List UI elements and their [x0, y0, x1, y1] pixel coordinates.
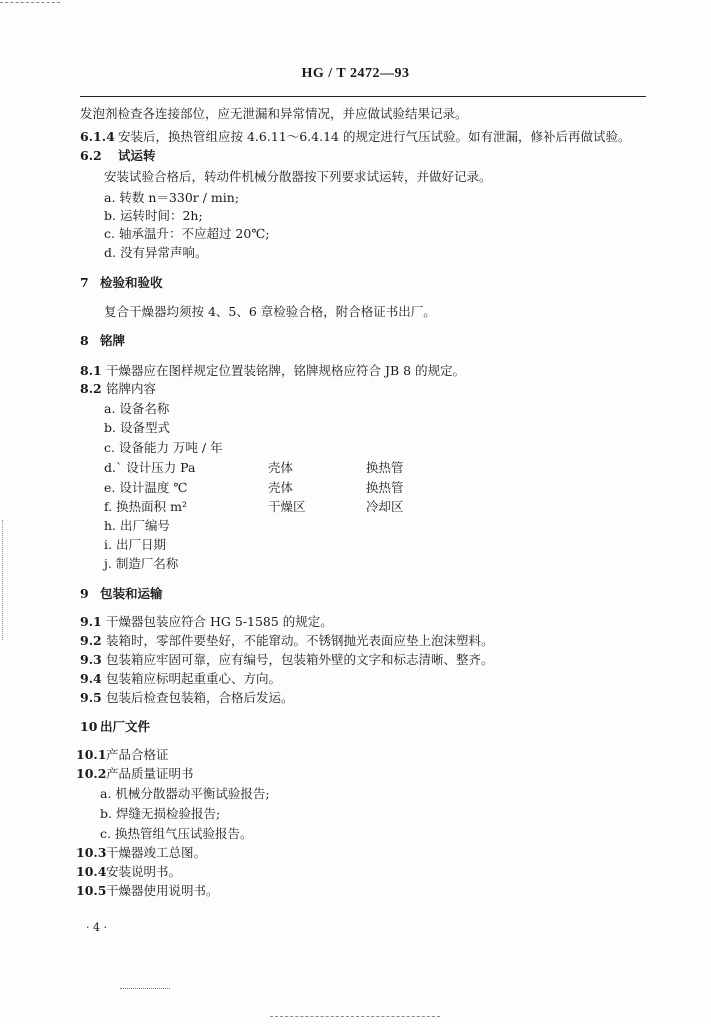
- page-header-code: HG / T 2472—93: [301, 66, 410, 81]
- clause-9-1: [80, 614, 333, 630]
- clause-number: 8.1: [80, 363, 102, 378]
- nameplate-item: a. 设备名称: [104, 401, 170, 416]
- clause-9-5: [80, 690, 294, 706]
- clause-text: 产品质量证明书: [106, 766, 194, 781]
- list-item: b. 运转时间：2h;: [104, 208, 203, 223]
- section-8-heading: [80, 333, 125, 349]
- nameplate-item: b. 设备型式: [104, 420, 170, 435]
- section-7-text: 复合干燥器均须按 4、5、6 章检验合格，附合格证书出厂。: [104, 304, 436, 319]
- clause-number: 9.2: [80, 633, 102, 648]
- clause-title: 试运转: [118, 148, 156, 163]
- clause-text: 包装箱应标明起重重心、方向。: [106, 671, 282, 686]
- clause-text: 干燥器应在图样规定位置装铭牌，铭牌规格应符合 JB 8 的规定。: [106, 363, 466, 378]
- clause-text: 包装后检查包装箱，合格后发运。: [106, 690, 294, 705]
- section-title: 检验和验收: [100, 275, 163, 290]
- clause-number: 8.2: [80, 381, 102, 396]
- clause-text: 铭牌内容: [106, 381, 157, 396]
- clause-9-2: [80, 633, 494, 649]
- clause-text: 产品合格证: [106, 747, 169, 762]
- nameplate-item: d.` 设计压力 Pa: [104, 460, 196, 475]
- document-list-item: b. 焊缝无损检验报告;: [100, 806, 221, 821]
- nameplate-item: j. 制造厂名称: [104, 556, 179, 571]
- clause-number: 10.5: [76, 883, 107, 898]
- clause-6-2-heading: [80, 148, 156, 164]
- nameplate-subfield: 冷却区: [366, 499, 404, 514]
- clause-text: 干燥器包装应符合 HG 5-1585 的规定。: [106, 614, 333, 629]
- clause-number: 10.3: [76, 845, 107, 860]
- nameplate-subfield: 壳体: [268, 460, 294, 475]
- clause-number: 9.4: [80, 671, 102, 686]
- clause-10-1: [76, 747, 169, 763]
- continuation-line: 发泡剂检查各连接部位，应无泄漏和异常情况，并应做试验结果记录。: [80, 106, 468, 121]
- nameplate-item: c. 设备能力 万吨 / 年: [104, 440, 223, 455]
- clause-9-4: [80, 671, 281, 687]
- section-number: 10: [80, 719, 98, 734]
- scan-artifact-left: [2, 520, 4, 640]
- section-title: 出厂文件: [100, 719, 151, 734]
- clause-text: 干燥器竣工总图。: [106, 845, 207, 860]
- clause-text: 干燥器使用说明书。: [106, 883, 219, 898]
- clause-text: 安装说明书。: [106, 864, 182, 879]
- nameplate-item: i. 出厂日期: [104, 537, 166, 552]
- clause-text: 安装后，换热管组应按 4.6.11～6.4.14 的规定进行气压试验。如有泄漏，修补后再做试验。: [118, 129, 631, 144]
- clause-10-3: [76, 845, 206, 861]
- header-rule: [80, 96, 646, 97]
- nameplate-subfield: 换热管: [366, 480, 404, 495]
- clause-number: 6.2: [80, 148, 102, 163]
- nameplate-subfield: 干燥区: [268, 499, 306, 514]
- clause-9-3: [80, 652, 494, 668]
- nameplate-item: e. 设计温度 ℃: [104, 480, 188, 495]
- clause-text: 装箱时，零部件要垫好，不能窜动。不锈钢抛光表面应垫上泡沫塑料。: [106, 633, 494, 648]
- clause-number: 6.1.4: [80, 129, 115, 144]
- section-number: 8: [80, 333, 89, 348]
- clause-10-2: [76, 766, 194, 782]
- section-title: 铭牌: [100, 333, 126, 348]
- section-10-heading: [80, 719, 150, 735]
- section-7-heading: [80, 275, 163, 291]
- clause-number: 10.2: [76, 766, 107, 781]
- clause-10-5: [76, 883, 219, 899]
- nameplate-item: f. 换热面积 m²: [104, 499, 187, 514]
- clause-text: 包装箱应牢固可靠，应有编号，包装箱外壁的文字和标志清晰、整齐。: [106, 652, 494, 667]
- clause-8-1: [80, 363, 465, 379]
- scan-artifact-bottom-edge: [270, 1016, 440, 1017]
- document-list-item: a. 机械分散器动平衡试验报告;: [100, 786, 270, 801]
- clause-number: 10.4: [76, 864, 107, 879]
- scan-artifact-top: [0, 2, 60, 4]
- clause-6-2-intro: 安装试验合格后，转动件机械分散器按下列要求试运转，并做好记录。: [104, 169, 492, 184]
- clause-10-4: [76, 864, 181, 880]
- list-item: a. 转数 n＝330r / min;: [104, 190, 240, 205]
- section-title: 包装和运输: [100, 586, 163, 601]
- section-number: 9: [80, 586, 89, 601]
- scan-artifact-bottom: [120, 988, 170, 989]
- list-item: d. 没有异常声响。: [104, 245, 208, 260]
- clause-8-2: [80, 381, 156, 397]
- nameplate-subfield: 壳体: [268, 480, 294, 495]
- section-number: 7: [80, 275, 89, 290]
- section-9-heading: [80, 586, 163, 602]
- clause-6-1-4: [80, 129, 630, 145]
- nameplate-item: h. 出厂编号: [104, 518, 170, 533]
- clause-number: 9.3: [80, 652, 102, 667]
- clause-number: 10.1: [76, 747, 107, 762]
- page-number: · 4 ·: [86, 921, 107, 934]
- nameplate-subfield: 换热管: [366, 460, 404, 475]
- clause-number: 9.1: [80, 614, 102, 629]
- document-list-item: c. 换热管组气压试验报告。: [100, 826, 253, 841]
- clause-number: 9.5: [80, 690, 102, 705]
- list-item: c. 轴承温升：不应超过 20℃;: [104, 226, 270, 241]
